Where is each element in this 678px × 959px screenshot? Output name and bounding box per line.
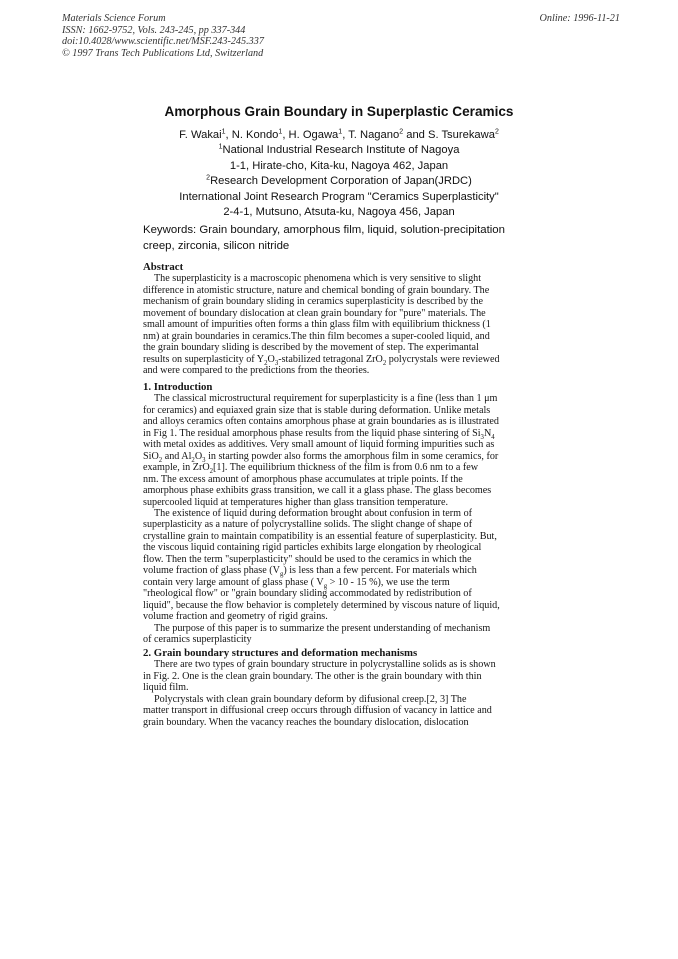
text-line: for ceramics) and equiaxed grain size that is stable during deformation. Unlike metals (143, 404, 491, 416)
text-run: N (483, 427, 492, 439)
text-line: nm) at grain boundaries in ceramics.The thin film becomes a super-cooled liquid, and (143, 330, 490, 342)
subscript: 2 (264, 359, 268, 367)
text-line: The purpose of this paper is to summarize the present understanding of mechanism (154, 622, 491, 634)
text-line (143, 428, 541, 439)
text-line: superplasticity as a nature of polycrystalline solids. The slight change of shape of (143, 519, 473, 531)
text-line: The existence of liquid during deformation brought about confusion in term of (154, 507, 473, 519)
subscript: 3 (202, 456, 206, 464)
text-line (143, 565, 541, 579)
text-run: results on superplasticity of Y (143, 353, 265, 365)
text-line (143, 354, 541, 365)
text-line: in Fig. 2. One is the clean grain boundary. The other is the grain boundary with thin (143, 670, 482, 682)
text-run: [1]. The equilibrium thickness of the film is from 0.6 nm to a few (213, 462, 479, 474)
affiliation-1 (0, 143, 678, 158)
text-line: amorphous phase exhibits grass transition, we call it a glass phase. The glass becomes (143, 485, 492, 497)
subscript: 2 (158, 456, 163, 464)
text-line: small amount of impurities often forms a thin glass film with equilibrium thickness (1 (143, 319, 491, 331)
copyright-line: © 1997 Trans Tech Publications Ltd, Switzerland (62, 47, 264, 59)
issn-line: ISSN: 1662-9752, Vols. 243-245, pp 337-344 (62, 24, 246, 36)
affiliation-mark: 1 (218, 143, 223, 151)
keywords-line: creep, zirconia, silicon nitride (143, 239, 290, 252)
subscript: 2 (209, 468, 214, 476)
text-line: nm. The excess amount of amorphous phase accumulates at triple points. If the (143, 473, 463, 485)
subscript: 3 (480, 433, 484, 441)
text-line: liquid", because the flow behavior is completely determined by viscous nature of liquid, (143, 599, 500, 611)
text-line: flow. Then the term "superplasticity" should be used to the ceramics in which the (143, 553, 472, 565)
text-line: crystalline grain to maintain compatibility is an essential feature of superplasticity. But, (143, 530, 497, 542)
text-run: and Al (162, 450, 192, 462)
text-line: the viscous liquid containing rigid particles exhibits large elongation by rheological (143, 542, 482, 554)
text-run: SiO (143, 450, 159, 462)
text-line: matter transport in diffusional creep occurs through diffusion of vacancy in lattice and (143, 705, 492, 717)
text-run: The classical microstructural requirement for superplasticity is a fine (less than 1 (154, 393, 485, 405)
author-name: , H. Ogawa (282, 129, 339, 141)
abstract-section (143, 262, 541, 377)
subscript: g (279, 571, 284, 579)
text-line: mechanism of grain boundary sliding in ceramics superplasticity is described by the (143, 296, 483, 308)
text-run: contain very large amount of glass phase ( V (143, 576, 324, 588)
section-2 (143, 648, 541, 728)
text-line: with metal oxides as additives. Very small amount of liquid forming impurities such as (143, 439, 495, 451)
text-line (143, 577, 541, 588)
text-run: in starting powder also forms the amorphous film in some ceramics, for (205, 450, 499, 462)
affiliation-mark: 2 (399, 128, 404, 136)
author-name: , N. Kondo (225, 129, 279, 141)
author-name: and S. Tsurekawa (403, 129, 495, 141)
text-line: "rheological flow" or "grain boundary sliding accommodated by redistribution of (143, 588, 472, 600)
author-list (0, 128, 678, 143)
affiliation-mark: 1 (221, 128, 226, 136)
author-block (0, 128, 678, 220)
subscript: 4 (491, 433, 495, 441)
text-run: polycrystals were reviewed (386, 353, 500, 365)
author-name: F. Wakai (179, 129, 222, 141)
text-line: grain boundary. When the vacancy reaches the boundary dislocation, dislocation (143, 716, 469, 728)
paper-title: Amorphous Grain Boundary in Superplastic Ceramics (164, 104, 514, 119)
text-line: volume fraction and geometry of rigid grains. (143, 611, 328, 623)
doi-line: doi:10.4028/www.scientific.net/MSF.243-245.337 (62, 36, 264, 48)
text-run: O (194, 450, 203, 462)
text-run: m (489, 393, 498, 405)
affiliation-3-address: 2-4-1, Mutsuno, Atsuta-ku, Nagoya 456, Japan (223, 206, 455, 219)
text-line: Polycrystals with clean grain boundary deform by difusional creep.[2, 3] The (154, 693, 467, 705)
text-run: μ (484, 393, 490, 405)
text-line: The superplasticity is a macroscopic phenomena which is very sensitive to slight (154, 273, 482, 285)
abstract-heading: Abstract (143, 261, 184, 273)
text-run: -stabilized tetragonal ZrO (278, 353, 383, 365)
subscript: g (323, 582, 328, 590)
text-line (143, 393, 541, 404)
text-run: > 10 - 15 %), we use the term (327, 576, 450, 588)
text-run: in Fig 1. The residual amorphous phase results from the liquid phase sintering of Si (143, 427, 481, 439)
affiliation-mark: 2 (206, 174, 211, 182)
text-line: and alloys ceramics often contains amorphous phase at grain boundaries as is illustrated (143, 416, 499, 428)
text-line: movement of boundary dislocation at clean grain boundary for "pure" materials. The (143, 307, 486, 319)
affiliation-1-address: 1-1, Hirate-cho, Kita-ku, Nagoya 462, Japan (229, 159, 449, 172)
introduction-heading: 1. Introduction (143, 381, 213, 393)
affiliation-3: International Joint Research Program "Ceramics Superplasticity" (179, 190, 499, 203)
text-line: difference in atomistic structure, nature and chemical bonding of grain boundary. The (143, 284, 490, 296)
affiliation-mark: 2 (494, 128, 499, 136)
text-run: O (267, 353, 275, 365)
author-name: , T. Nagano (342, 129, 400, 141)
subscript: 3 (274, 359, 279, 367)
introduction-section (143, 382, 541, 645)
text-line: supercooled liquid at temperatures higher than glass transition temperature. (143, 496, 449, 508)
keywords (143, 223, 543, 254)
online-date: Online: 1996-11-21 (539, 13, 620, 24)
text-line (143, 451, 541, 462)
text-line: There are two types of grain boundary structure in polycrystalline solids as is shown (154, 659, 496, 671)
text-line: and were compared to the predictions from the theories. (143, 365, 370, 377)
affiliation-name: Research Development Corporation of Japan(JRDC) (210, 175, 472, 188)
text-line (143, 462, 541, 476)
subscript: 2 (191, 456, 195, 464)
publication-info (62, 13, 264, 59)
text-line: of ceramics superplasticity (143, 633, 252, 645)
subscript: 2 (382, 359, 387, 367)
section-2-heading: 2. Grain boundary structures and deformation mechanisms (143, 647, 418, 659)
text-run: volume fraction of glass phase (V (143, 565, 280, 577)
journal-name: Materials Science Forum (62, 13, 166, 24)
affiliation-2 (0, 174, 678, 189)
text-line: liquid film. (143, 682, 189, 694)
affiliation-name: National Industrial Research Institute of Nagoya (222, 144, 460, 157)
text-line: the grain boundary sliding is described by the movement of step. The experimantal (143, 342, 479, 354)
affiliation-mark: 1 (278, 128, 283, 136)
affiliation-mark: 1 (338, 128, 343, 136)
keywords-line: Keywords: Grain boundary, amorphous film, liquid, solution-precipitation (143, 224, 505, 236)
text-run: example, in ZrO (143, 462, 210, 474)
text-run: ) is less than a few percent. For materials which (283, 565, 477, 577)
